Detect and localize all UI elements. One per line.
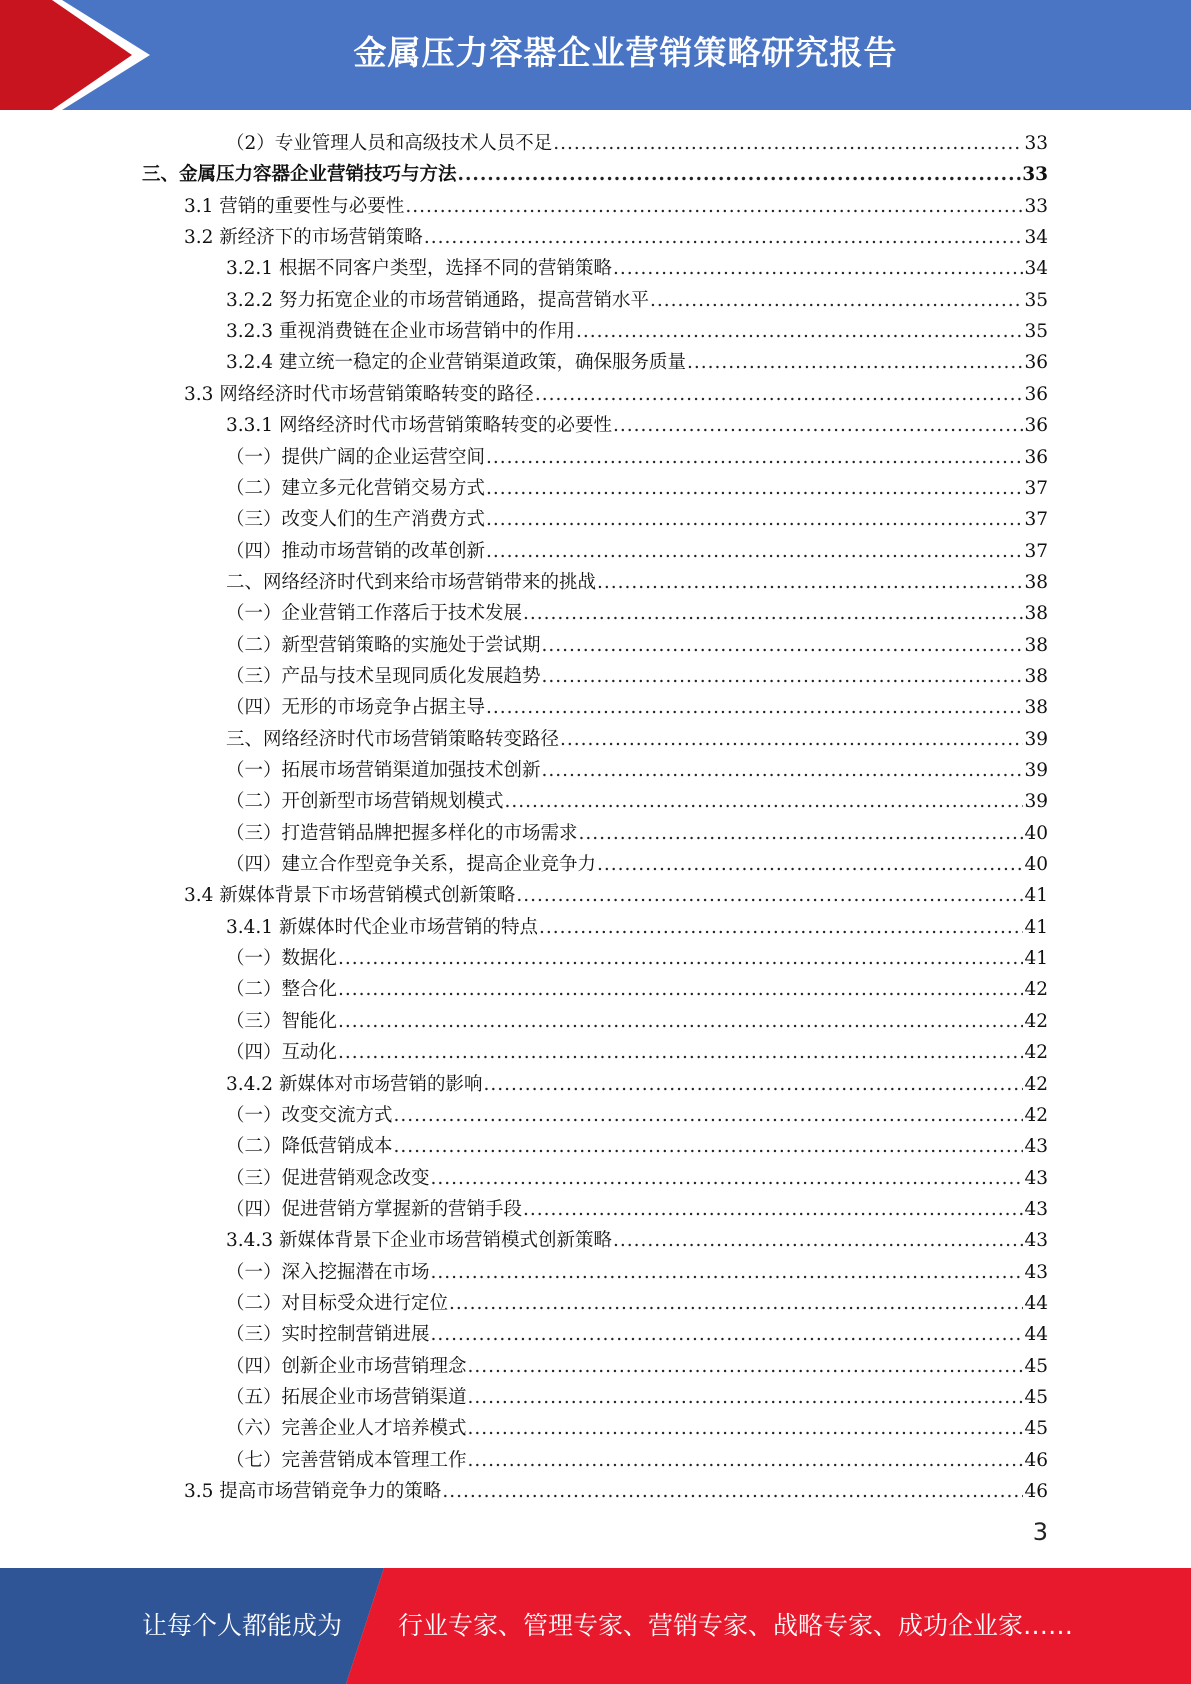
toc-leader-dots: [468, 1382, 1024, 1413]
toc-leader-dots: [576, 316, 1023, 347]
toc-leader-dots: [468, 1413, 1024, 1444]
toc-entry-page: 45: [1024, 1356, 1048, 1377]
footer-slogan-left: 让每个人都能成为: [142, 1611, 343, 1640]
toc-entry[interactable]: [226, 1037, 1048, 1068]
toc-entry-page: 38: [1024, 666, 1048, 687]
toc-entry-label: （一）拓展市场营销渠道加强技术创新: [226, 760, 541, 781]
toc-entry[interactable]: [226, 536, 1048, 567]
toc-entry[interactable]: [226, 1319, 1048, 1350]
toc-entry[interactable]: [226, 410, 1048, 441]
toc-leader-dots: [338, 974, 1023, 1005]
toc-leader-dots: [597, 849, 1023, 880]
toc-entry-label: （一）深入挖掘潜在市场: [226, 1262, 430, 1283]
toc-entry[interactable]: [226, 661, 1048, 692]
toc-entry-page: 42: [1024, 1011, 1048, 1032]
toc-entry-label: 3.4 新媒体背景下市场营销模式创新策略: [184, 885, 516, 906]
toc-entry[interactable]: [226, 285, 1048, 316]
toc-entry[interactable]: [184, 379, 1048, 410]
toc-entry[interactable]: [226, 1288, 1048, 1319]
toc-entry-page: 36: [1024, 352, 1048, 373]
toc-entry-page: 37: [1024, 478, 1048, 499]
toc-entry-page: 43: [1024, 1199, 1048, 1220]
toc-entry-label: （三）打造营销品牌把握多样化的市场需求: [226, 823, 578, 844]
toc-entry[interactable]: [226, 974, 1048, 1005]
toc-entry[interactable]: [226, 1131, 1048, 1162]
toc-entry-label: （七）完善营销成本管理工作: [226, 1450, 467, 1471]
toc-entry-page: 33: [1024, 133, 1048, 154]
toc-entry[interactable]: [226, 1445, 1048, 1476]
toc-entry-label: （五）拓展企业市场营销渠道: [226, 1387, 467, 1408]
toc-entry[interactable]: [226, 1163, 1048, 1194]
toc-entry-page: 43: [1024, 1168, 1048, 1189]
toc-entry-label: （三）产品与技术呈现同质化发展趋势: [226, 666, 541, 687]
toc-entry[interactable]: [226, 598, 1048, 629]
toc-entry-page: 36: [1024, 384, 1048, 405]
toc-entry-label: （一）企业营销工作落后于技术发展: [226, 603, 523, 624]
toc-entry-label: （一）提供广阔的企业运营空间: [226, 447, 486, 468]
toc-entry-page: 38: [1024, 635, 1048, 656]
toc-entry[interactable]: [226, 504, 1048, 535]
toc-leader-dots: [650, 285, 1023, 316]
toc-leader-dots: [431, 1319, 1024, 1350]
toc-entry[interactable]: [226, 1069, 1048, 1100]
toc-leader-dots: [394, 1100, 1024, 1131]
toc-entry-label: 3.5 提高市场营销竞争力的策略: [184, 1481, 442, 1502]
toc-entry-page: 38: [1024, 603, 1048, 624]
toc-leader-dots: [579, 818, 1024, 849]
toc-leader-dots: [535, 379, 1024, 410]
toc-entry[interactable]: [226, 755, 1048, 786]
toc-entry[interactable]: [226, 1382, 1048, 1413]
toc-entry[interactable]: [226, 692, 1048, 723]
toc-leader-dots: [523, 1194, 1023, 1225]
toc-leader-dots: [449, 1288, 1023, 1319]
toc-leader-dots: [613, 1225, 1023, 1256]
toc-leader-dots: [458, 159, 1022, 190]
toc-entry-page: 37: [1024, 509, 1048, 530]
toc-entry-label: （三）智能化: [226, 1011, 338, 1032]
toc-entry[interactable]: [226, 473, 1048, 504]
toc-leader-dots: [613, 410, 1023, 441]
toc-entry-page: 41: [1024, 885, 1048, 906]
toc-entry[interactable]: [226, 912, 1048, 943]
toc-entry-label: （二）新型营销策略的实施处于尝试期: [226, 635, 541, 656]
toc-entry-label: （三）实时控制营销进展: [226, 1324, 430, 1345]
toc-entry[interactable]: [226, 1100, 1048, 1131]
toc-entry-label: 二、网络经济时代到来给市场营销带来的挑战: [226, 572, 597, 593]
toc-entry-page: 43: [1024, 1136, 1048, 1157]
toc-leader-dots: [486, 692, 1023, 723]
toc-entry-page: 39: [1024, 791, 1048, 812]
toc-leader-dots: [542, 630, 1024, 661]
toc-leader-dots: [468, 1445, 1024, 1476]
toc-entry-label: （二）开创新型市场营销规划模式: [226, 791, 504, 812]
toc-entry-label: 3.2.1 根据不同客户类型，选择不同的营销策略: [226, 258, 612, 279]
toc-entry-label: 3.4.3 新媒体背景下企业市场营销模式创新策略: [226, 1230, 612, 1251]
toc-entry-label: 3.1 营销的重要性与必要性: [184, 196, 405, 217]
toc-entry[interactable]: [226, 1006, 1048, 1037]
toc-leader-dots: [468, 1351, 1024, 1382]
toc-entry-label: （四）建立合作型竞争关系，提高企业竞争力: [226, 854, 597, 875]
toc-entry-label: 三、金属压力容器企业营销技巧与方法: [142, 164, 457, 185]
toc-entry-page: 34: [1024, 258, 1048, 279]
toc-entry-label: （三）改变人们的生产消费方式: [226, 509, 486, 530]
toc-entry-page: 44: [1024, 1293, 1048, 1314]
toc-entry[interactable]: [226, 1225, 1048, 1256]
toc-entry-page: 34: [1024, 227, 1048, 248]
toc-entry[interactable]: [226, 442, 1048, 473]
toc-entry-page: 37: [1024, 541, 1048, 562]
toc-entry-label: （二）对目标受众进行定位: [226, 1293, 449, 1314]
toc-leader-dots: [486, 536, 1023, 567]
toc-entry-label: 3.4.2 新媒体对市场营销的影响: [226, 1074, 483, 1095]
toc-leader-dots: [486, 473, 1023, 504]
toc-entry[interactable]: [226, 943, 1048, 974]
toc-entry-page: 40: [1024, 854, 1048, 875]
toc-leader-dots: [613, 253, 1023, 284]
toc-leader-dots: [505, 786, 1024, 817]
toc-entry[interactable]: [226, 1257, 1048, 1288]
toc-leader-dots: [338, 1006, 1023, 1037]
toc-entry-page: 42: [1024, 1074, 1048, 1095]
toc-entry-page: 45: [1024, 1418, 1048, 1439]
toc-entry-page: 43: [1024, 1262, 1048, 1283]
toc-leader-dots: [542, 661, 1024, 692]
toc-entry-page: 43: [1024, 1230, 1048, 1251]
toc-entry-page: 42: [1024, 1042, 1048, 1063]
toc-leader-dots: [338, 943, 1023, 974]
toc-entry[interactable]: [226, 724, 1048, 755]
toc-leader-dots: [539, 912, 1023, 943]
toc-entry[interactable]: [184, 880, 1048, 911]
toc-entry-page: 35: [1024, 321, 1048, 342]
toc-entry[interactable]: [226, 1413, 1048, 1444]
toc-entry-page: 36: [1024, 415, 1048, 436]
toc-entry[interactable]: [184, 222, 1048, 253]
toc-leader-dots: [486, 504, 1023, 535]
toc-entry-label: 3.3 网络经济时代市场营销策略转变的路径: [184, 384, 534, 405]
toc-leader-dots: [687, 347, 1023, 378]
toc-entry[interactable]: [226, 849, 1048, 880]
toc-entry-page: 38: [1024, 697, 1048, 718]
toc-entry-page: 42: [1024, 979, 1048, 1000]
footer-slogan-right: 行业专家、管理专家、营销专家、战略专家、成功企业家……: [398, 1611, 1074, 1640]
toc-entry[interactable]: [226, 128, 1048, 159]
toc-leader-dots: [523, 598, 1023, 629]
toc-entry-label: （六）完善企业人才培养模式: [226, 1418, 467, 1439]
toc-entry-label: 3.4.1 新媒体时代企业市场营销的特点: [226, 917, 538, 938]
toc-entry-label: 3.2.3 重视消费链在企业市场营销中的作用: [226, 321, 575, 342]
toc-entry-label: （一）改变交流方式: [226, 1105, 393, 1126]
toc-leader-dots: [442, 1476, 1023, 1507]
toc-entry[interactable]: [226, 253, 1048, 284]
toc-entry-label: （四）促进营销方掌握新的营销手段: [226, 1199, 523, 1220]
toc-entry[interactable]: [226, 1351, 1048, 1382]
toc-leader-dots: [431, 1257, 1024, 1288]
toc-entry-page: 45: [1024, 1387, 1048, 1408]
toc-entry-label: 3.2.4 建立统一稳定的企业营销渠道政策，确保服务质量: [226, 352, 686, 373]
toc-leader-dots: [431, 1163, 1024, 1194]
toc-entry-page: 41: [1024, 917, 1048, 938]
toc-entry-label: （四）创新企业市场营销理念: [226, 1356, 467, 1377]
toc-entry[interactable]: [226, 818, 1048, 849]
toc-entry[interactable]: [184, 191, 1048, 222]
toc-leader-dots: [405, 191, 1023, 222]
toc-entry-label: （四）无形的市场竞争占据主导: [226, 697, 486, 718]
toc-entry-label: （四）推动市场营销的改革创新: [226, 541, 486, 562]
toc-entry-page: 40: [1024, 823, 1048, 844]
toc-entry[interactable]: [226, 347, 1048, 378]
toc-entry-page: 46: [1024, 1481, 1048, 1502]
toc-entry-page: 38: [1024, 572, 1048, 593]
toc-leader-dots: [483, 1069, 1023, 1100]
toc-entry[interactable]: [226, 630, 1048, 661]
toc-entry[interactable]: [226, 567, 1048, 598]
toc-entry-page: 42: [1024, 1105, 1048, 1126]
toc-leader-dots: [516, 880, 1023, 911]
toc-entry-label: 3.3.1 网络经济时代市场营销策略转变的必要性: [226, 415, 612, 436]
toc-entry-page: 44: [1024, 1324, 1048, 1345]
toc-leader-dots: [553, 128, 1023, 159]
toc-leader-dots: [560, 724, 1023, 755]
toc-entry-label: （二）建立多元化营销交易方式: [226, 478, 486, 499]
page-header: [0, 0, 1191, 110]
toc-entry[interactable]: [142, 159, 1048, 190]
toc-entry-page: 39: [1024, 729, 1048, 750]
toc-entry-label: 3.2 新经济下的市场营销策略: [184, 227, 423, 248]
toc-leader-dots: [542, 755, 1024, 786]
toc-entry-label: （一）数据化: [226, 948, 338, 969]
toc-leader-dots: [394, 1131, 1024, 1162]
toc-leader-dots: [597, 567, 1023, 598]
toc-leader-dots: [486, 442, 1023, 473]
page-footer: [0, 1568, 1191, 1684]
toc-entry-page: 46: [1024, 1450, 1048, 1471]
report-title: 金属压力容器企业营销策略研究报告: [353, 33, 898, 72]
toc-entry-page: 36: [1024, 447, 1048, 468]
toc-entry-label: （三）促进营销观念改变: [226, 1168, 430, 1189]
toc-leader-dots: [338, 1037, 1023, 1068]
toc-entry[interactable]: [226, 1194, 1048, 1225]
toc-entry-page: 41: [1024, 948, 1048, 969]
toc-entry-page: 33: [1024, 196, 1048, 217]
toc-entry-label: （2）专业管理人员和高级技术人员不足: [226, 133, 553, 154]
toc-entry-page: 39: [1024, 760, 1048, 781]
toc-entry-page: 33: [1022, 164, 1048, 185]
toc-entry[interactable]: [226, 786, 1048, 817]
toc-leader-dots: [424, 222, 1024, 253]
toc-entry-page: 35: [1024, 290, 1048, 311]
toc-entry-label: （二）整合化: [226, 979, 338, 1000]
toc-entry-label: （二）降低营销成本: [226, 1136, 393, 1157]
toc-entry-label: 3.2.2 努力拓宽企业的市场营销通路，提高营销水平: [226, 290, 649, 311]
toc-entry[interactable]: [184, 1476, 1048, 1507]
page-number: 3: [1032, 1518, 1048, 1546]
toc-entry[interactable]: [226, 316, 1048, 347]
toc-entry-label: 三、网络经济时代市场营销策略转变路径: [226, 729, 560, 750]
toc-entry-label: （四）互动化: [226, 1042, 338, 1063]
